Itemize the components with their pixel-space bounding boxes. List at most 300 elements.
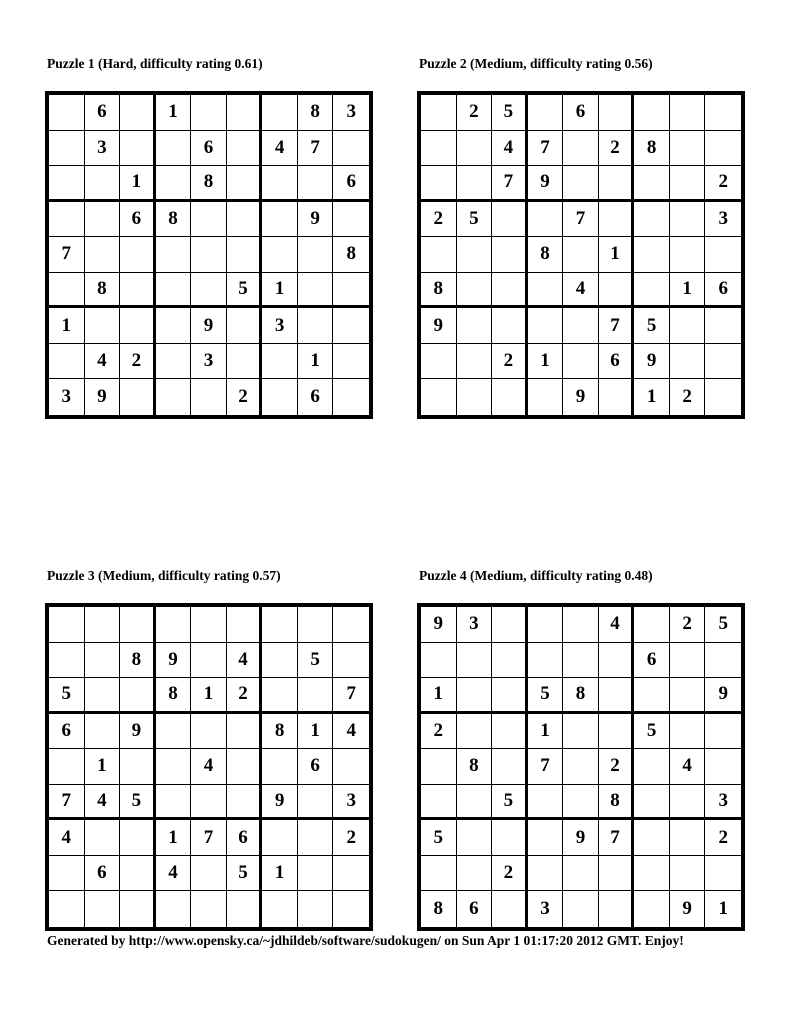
sudoku-cell: 3	[705, 785, 741, 821]
sudoku-cell	[262, 749, 298, 785]
sudoku-cell	[191, 95, 227, 131]
sudoku-cell	[227, 749, 263, 785]
sudoku-cell: 9	[670, 891, 706, 927]
sudoku-cell	[262, 820, 298, 856]
sudoku-cell	[634, 678, 670, 714]
sudoku-cell	[262, 607, 298, 643]
sudoku-cell	[528, 202, 564, 238]
sudoku-cell	[563, 643, 599, 679]
sudoku-cell	[457, 820, 493, 856]
sudoku-cell	[599, 379, 635, 415]
sudoku-cell	[333, 344, 369, 380]
sudoku-cell	[227, 131, 263, 167]
sudoku-cell	[705, 749, 741, 785]
sudoku-cell: 5	[227, 273, 263, 309]
sudoku-cell	[563, 856, 599, 892]
sudoku-cell: 2	[333, 820, 369, 856]
sudoku-cell: 1	[191, 678, 227, 714]
sudoku-cell: 4	[156, 856, 192, 892]
sudoku-cell	[705, 308, 741, 344]
sudoku-cell	[492, 643, 528, 679]
sudoku-cell	[333, 891, 369, 927]
sudoku-cell: 2	[492, 344, 528, 380]
sudoku-cell	[49, 95, 85, 131]
sudoku-cell	[85, 643, 121, 679]
sudoku-cell	[262, 678, 298, 714]
puzzle-title: Puzzle 2 (Medium, difficulty rating 0.56)	[419, 56, 653, 71]
sudoku-cell	[85, 714, 121, 750]
sudoku-cell	[634, 891, 670, 927]
sudoku-cell	[634, 785, 670, 821]
sudoku-cell: 9	[191, 308, 227, 344]
sudoku-cell: 4	[85, 344, 121, 380]
sudoku-grid	[45, 603, 373, 931]
sudoku-cell	[634, 237, 670, 273]
sudoku-cell	[670, 237, 706, 273]
sudoku-cell: 8	[421, 273, 457, 309]
sudoku-cell: 1	[262, 856, 298, 892]
sudoku-cell: 3	[333, 785, 369, 821]
sudoku-cell	[49, 166, 85, 202]
sudoku-cell	[563, 166, 599, 202]
sudoku-cell: 5	[492, 785, 528, 821]
sudoku-cell	[298, 678, 334, 714]
sudoku-cell: 5	[457, 202, 493, 238]
sudoku-cell: 9	[298, 202, 334, 238]
sudoku-cell	[563, 308, 599, 344]
sudoku-cell	[457, 131, 493, 167]
sudoku-cell	[563, 607, 599, 643]
sudoku-cell: 3	[457, 607, 493, 643]
sudoku-cell	[227, 308, 263, 344]
sudoku-cell	[85, 678, 121, 714]
sudoku-cell: 9	[156, 643, 192, 679]
sudoku-cell: 9	[563, 820, 599, 856]
sudoku-cell	[599, 202, 635, 238]
sudoku-cell: 1	[85, 749, 121, 785]
sudoku-cell	[120, 749, 156, 785]
sudoku-cell: 8	[333, 237, 369, 273]
sudoku-cell	[156, 344, 192, 380]
sudoku-cell: 6	[49, 714, 85, 750]
sudoku-cell: 3	[333, 95, 369, 131]
sudoku-cell	[457, 856, 493, 892]
sudoku-cell	[492, 678, 528, 714]
sudoku-cell	[85, 202, 121, 238]
sudoku-cell: 1	[156, 95, 192, 131]
sudoku-cell	[120, 379, 156, 415]
sudoku-cell	[262, 643, 298, 679]
sudoku-cell	[421, 785, 457, 821]
sudoku-cell	[298, 237, 334, 273]
sudoku-cell	[120, 820, 156, 856]
sudoku-cell	[421, 856, 457, 892]
sudoku-cell	[492, 308, 528, 344]
sudoku-cell	[421, 166, 457, 202]
sudoku-cell	[227, 237, 263, 273]
sudoku-cell	[670, 856, 706, 892]
sudoku-cell: 4	[563, 273, 599, 309]
sudoku-cell	[492, 202, 528, 238]
puzzle-title: Puzzle 1 (Hard, difficulty rating 0.61)	[47, 56, 263, 71]
sudoku-cell	[634, 856, 670, 892]
sudoku-cell	[227, 202, 263, 238]
sudoku-cell	[528, 820, 564, 856]
sudoku-cell	[492, 379, 528, 415]
sudoku-cell	[85, 308, 121, 344]
sudoku-cell	[49, 131, 85, 167]
sudoku-cell: 9	[421, 308, 457, 344]
sudoku-cell	[457, 785, 493, 821]
sudoku-cell	[227, 166, 263, 202]
sudoku-cell: 8	[298, 95, 334, 131]
sudoku-cell: 2	[227, 379, 263, 415]
sudoku-cell	[670, 714, 706, 750]
sudoku-cell	[705, 856, 741, 892]
sudoku-cell: 2	[670, 379, 706, 415]
sudoku-cell	[227, 344, 263, 380]
sudoku-cell	[563, 344, 599, 380]
sudoku-cell	[705, 131, 741, 167]
sudoku-cell: 1	[262, 273, 298, 309]
sudoku-cell	[298, 785, 334, 821]
sudoku-cell: 1	[120, 166, 156, 202]
sudoku-cell	[333, 202, 369, 238]
sudoku-cell	[528, 273, 564, 309]
sudoku-cell: 3	[262, 308, 298, 344]
sudoku-cell	[227, 607, 263, 643]
sudoku-cell: 4	[49, 820, 85, 856]
sudoku-cell: 6	[705, 273, 741, 309]
sudoku-cell: 7	[191, 820, 227, 856]
sudoku-cell: 5	[49, 678, 85, 714]
sudoku-cell	[599, 678, 635, 714]
sudoku-cell: 6	[298, 379, 334, 415]
sudoku-cell	[457, 308, 493, 344]
sudoku-cell: 4	[227, 643, 263, 679]
sudoku-cell	[421, 237, 457, 273]
sudoku-cell: 7	[599, 308, 635, 344]
sudoku-cell	[333, 273, 369, 309]
sudoku-cell: 4	[670, 749, 706, 785]
sudoku-cell	[492, 273, 528, 309]
sudoku-cell: 4	[599, 607, 635, 643]
sudoku-cell	[599, 714, 635, 750]
sudoku-cell	[563, 131, 599, 167]
sudoku-cell: 5	[492, 95, 528, 131]
sudoku-cell	[457, 344, 493, 380]
sudoku-cell	[156, 379, 192, 415]
sudoku-cell	[634, 95, 670, 131]
sudoku-cell	[49, 749, 85, 785]
sudoku-cell: 4	[492, 131, 528, 167]
sudoku-cell: 7	[599, 820, 635, 856]
sudoku-cell	[156, 237, 192, 273]
sudoku-cell	[49, 856, 85, 892]
sudoku-cell: 6	[634, 643, 670, 679]
sudoku-cell	[49, 202, 85, 238]
sudoku-cell: 8	[634, 131, 670, 167]
sudoku-cell	[333, 856, 369, 892]
sudoku-cell: 2	[599, 131, 635, 167]
sudoku-cell	[156, 166, 192, 202]
sudoku-cell	[156, 273, 192, 309]
sudoku-grid	[417, 91, 745, 419]
sudoku-cell: 1	[298, 344, 334, 380]
sudoku-cell: 2	[670, 607, 706, 643]
sudoku-cell	[705, 237, 741, 273]
sudoku-cell	[298, 273, 334, 309]
sudoku-cell: 3	[528, 891, 564, 927]
sudoku-cell	[670, 643, 706, 679]
sudoku-cell	[49, 891, 85, 927]
sudoku-cell: 8	[156, 202, 192, 238]
sudoku-cell	[262, 95, 298, 131]
sudoku-cell	[191, 891, 227, 927]
sudoku-cell: 3	[191, 344, 227, 380]
sudoku-cell	[120, 856, 156, 892]
sudoku-cell	[634, 820, 670, 856]
sudoku-cell	[156, 714, 192, 750]
sudoku-cell	[262, 237, 298, 273]
sudoku-cell: 8	[528, 237, 564, 273]
sudoku-cell: 5	[705, 607, 741, 643]
sudoku-cell	[634, 166, 670, 202]
sudoku-cell	[262, 344, 298, 380]
footer-text: Generated by http://www.opensky.ca/~jdhildeb/software/sudokugen/ on Sun Apr 1 01:17:20 2012 GMT. Enjoy!	[47, 933, 684, 948]
sudoku-cell	[670, 166, 706, 202]
sudoku-cell: 7	[333, 678, 369, 714]
sudoku-cell: 1	[528, 344, 564, 380]
sudoku-grid	[417, 603, 745, 931]
sudoku-cell	[563, 237, 599, 273]
sudoku-cell	[156, 308, 192, 344]
sudoku-cell	[634, 749, 670, 785]
sudoku-cell: 6	[191, 131, 227, 167]
sudoku-cell: 1	[718, 898, 728, 920]
sudoku-cell	[528, 856, 564, 892]
sudoku-cell	[156, 785, 192, 821]
sudoku-cell: 4	[85, 785, 121, 821]
sudoku-cell: 9	[528, 166, 564, 202]
sudoku-cell: 6	[599, 344, 635, 380]
sudoku-cell	[298, 607, 334, 643]
sudoku-cell	[227, 891, 263, 927]
sudoku-cell	[333, 749, 369, 785]
sudoku-cell: 7	[49, 237, 85, 273]
sudoku-cell	[563, 891, 599, 927]
sudoku-cell: 9	[705, 678, 741, 714]
sudoku-cell	[457, 379, 493, 415]
sudoku-cell	[120, 891, 156, 927]
sudoku-cell	[85, 237, 121, 273]
sudoku-cell: 4	[191, 749, 227, 785]
sudoku-cell: 1	[49, 308, 85, 344]
sudoku-cell	[191, 379, 227, 415]
sudoku-cell	[492, 749, 528, 785]
sudoku-cell	[191, 607, 227, 643]
sudoku-cell: 1	[298, 714, 334, 750]
sudoku-cell: 2	[705, 166, 741, 202]
puzzle-title: Puzzle 3 (Medium, difficulty rating 0.57)	[47, 568, 281, 583]
sudoku-cell: 8	[156, 678, 192, 714]
sudoku-cell: 7	[528, 749, 564, 785]
sudoku-cell	[227, 714, 263, 750]
sudoku-cell: 9	[421, 607, 457, 643]
sudoku-cell	[599, 643, 635, 679]
sudoku-cell: 1	[528, 714, 564, 750]
sudoku-cell: 8	[120, 643, 156, 679]
sudoku-cell	[298, 856, 334, 892]
sudoku-cell	[492, 237, 528, 273]
sudoku-cell: 1	[599, 237, 635, 273]
sudoku-cell: 2	[492, 856, 528, 892]
sudoku-cell: 5	[227, 856, 263, 892]
sudoku-cell: 6	[85, 856, 121, 892]
sudoku-cell: 7	[298, 131, 334, 167]
sudoku-cell	[49, 607, 85, 643]
sudoku-cell	[85, 607, 121, 643]
sudoku-cell	[670, 95, 706, 131]
sudoku-cell: 8	[85, 273, 121, 309]
sudoku-cell: 8	[191, 166, 227, 202]
sudoku-cell	[421, 749, 457, 785]
sudoku-cell: 5	[421, 820, 457, 856]
sudoku-cell	[191, 273, 227, 309]
sudoku-cell: 2	[421, 202, 457, 238]
sudoku-cell	[120, 131, 156, 167]
sudoku-cell	[421, 643, 457, 679]
sudoku-cell	[492, 714, 528, 750]
sudoku-cell	[528, 785, 564, 821]
sudoku-cell: 1	[156, 820, 192, 856]
sudoku-cell: 3	[85, 131, 121, 167]
sudoku-cell: 6	[457, 891, 493, 927]
sudoku-cell	[634, 607, 670, 643]
sudoku-cell	[120, 678, 156, 714]
sudoku-cell	[49, 643, 85, 679]
sudoku-cell: 3	[49, 379, 85, 415]
sudoku-cell	[85, 820, 121, 856]
sudoku-cell	[156, 607, 192, 643]
sudoku-cell	[333, 131, 369, 167]
sudoku-cell	[528, 308, 564, 344]
sudoku-cell: 6	[563, 95, 599, 131]
sudoku-cell: 3	[705, 202, 741, 238]
sudoku-cell	[191, 856, 227, 892]
sudoku-cell: 1	[421, 678, 457, 714]
sudoku-cell	[298, 166, 334, 202]
sudoku-cell	[49, 344, 85, 380]
sudoku-cell	[705, 643, 741, 679]
sudoku-cell: 7	[528, 131, 564, 167]
sudoku-cell	[49, 273, 85, 309]
sudoku-cell	[298, 308, 334, 344]
sudoku-cell	[421, 95, 457, 131]
sudoku-cell	[120, 308, 156, 344]
sudoku-cell	[563, 749, 599, 785]
sudoku-cell: 8	[262, 714, 298, 750]
sudoku-cell	[191, 714, 227, 750]
sudoku-cell	[333, 379, 369, 415]
sudoku-cell	[705, 379, 741, 415]
sudoku-cell: 2	[120, 344, 156, 380]
sudoku-cell: 2	[705, 820, 741, 856]
sudoku-cell	[705, 95, 741, 131]
sudoku-cell	[457, 714, 493, 750]
sudoku-cell	[528, 643, 564, 679]
sudoku-cell	[599, 891, 635, 927]
sudoku-cell	[563, 714, 599, 750]
sudoku-cell	[670, 785, 706, 821]
sudoku-cell	[528, 95, 564, 131]
sudoku-cell: 9	[262, 785, 298, 821]
sudoku-cell	[191, 785, 227, 821]
sudoku-cell: 8	[421, 891, 457, 927]
sudoku-cell	[120, 95, 156, 131]
sudoku-cell: 9	[85, 379, 121, 415]
sudoku-cell	[262, 202, 298, 238]
sudoku-cell	[705, 714, 741, 750]
sudoku-cell	[191, 202, 227, 238]
sudoku-cell	[457, 643, 493, 679]
sudoku-cell	[262, 891, 298, 927]
sudoku-cell	[492, 820, 528, 856]
sudoku-cell	[457, 678, 493, 714]
sudoku-cell	[120, 607, 156, 643]
sudoku-cell: 6	[120, 202, 156, 238]
sudoku-cell: 1	[670, 273, 706, 309]
sudoku-cell	[599, 95, 635, 131]
sudoku-cell	[120, 273, 156, 309]
sudoku-cell: 9	[120, 714, 156, 750]
sudoku-cell: 2	[457, 95, 493, 131]
sudoku-cell	[670, 820, 706, 856]
sudoku-cell	[120, 237, 156, 273]
puzzle-title: Puzzle 4 (Medium, difficulty rating 0.48)	[419, 568, 653, 583]
sudoku-cell	[492, 891, 528, 927]
sudoku-cell: 6	[333, 166, 369, 202]
sudoku-cell: 6	[227, 820, 263, 856]
sudoku-cell	[262, 166, 298, 202]
sudoku-cell	[191, 643, 227, 679]
sudoku-cell	[333, 643, 369, 679]
sudoku-cell	[563, 785, 599, 821]
sudoku-cell	[670, 678, 706, 714]
sudoku-cell: 6	[85, 95, 121, 131]
sudoku-cell: 2	[599, 749, 635, 785]
sudoku-cell: 1	[634, 379, 670, 415]
sudoku-cell	[262, 379, 298, 415]
sudoku-cell: 8	[599, 785, 635, 821]
sudoku-cell	[670, 308, 706, 344]
sudoku-cell: 7	[49, 785, 85, 821]
sudoku-cell	[528, 379, 564, 415]
sudoku-cell: 8	[457, 749, 493, 785]
sudoku-cell	[457, 237, 493, 273]
sudoku-cell	[298, 891, 334, 927]
sudoku-cell	[156, 749, 192, 785]
sudoku-cell	[599, 273, 635, 309]
sudoku-cell: 5	[528, 678, 564, 714]
sudoku-cell	[670, 131, 706, 167]
sudoku-cell	[670, 344, 706, 380]
sudoku-cell	[492, 607, 528, 643]
sudoku-cell	[599, 856, 635, 892]
sudoku-cell	[333, 308, 369, 344]
sudoku-cell: 6	[298, 749, 334, 785]
sudoku-cell	[227, 785, 263, 821]
